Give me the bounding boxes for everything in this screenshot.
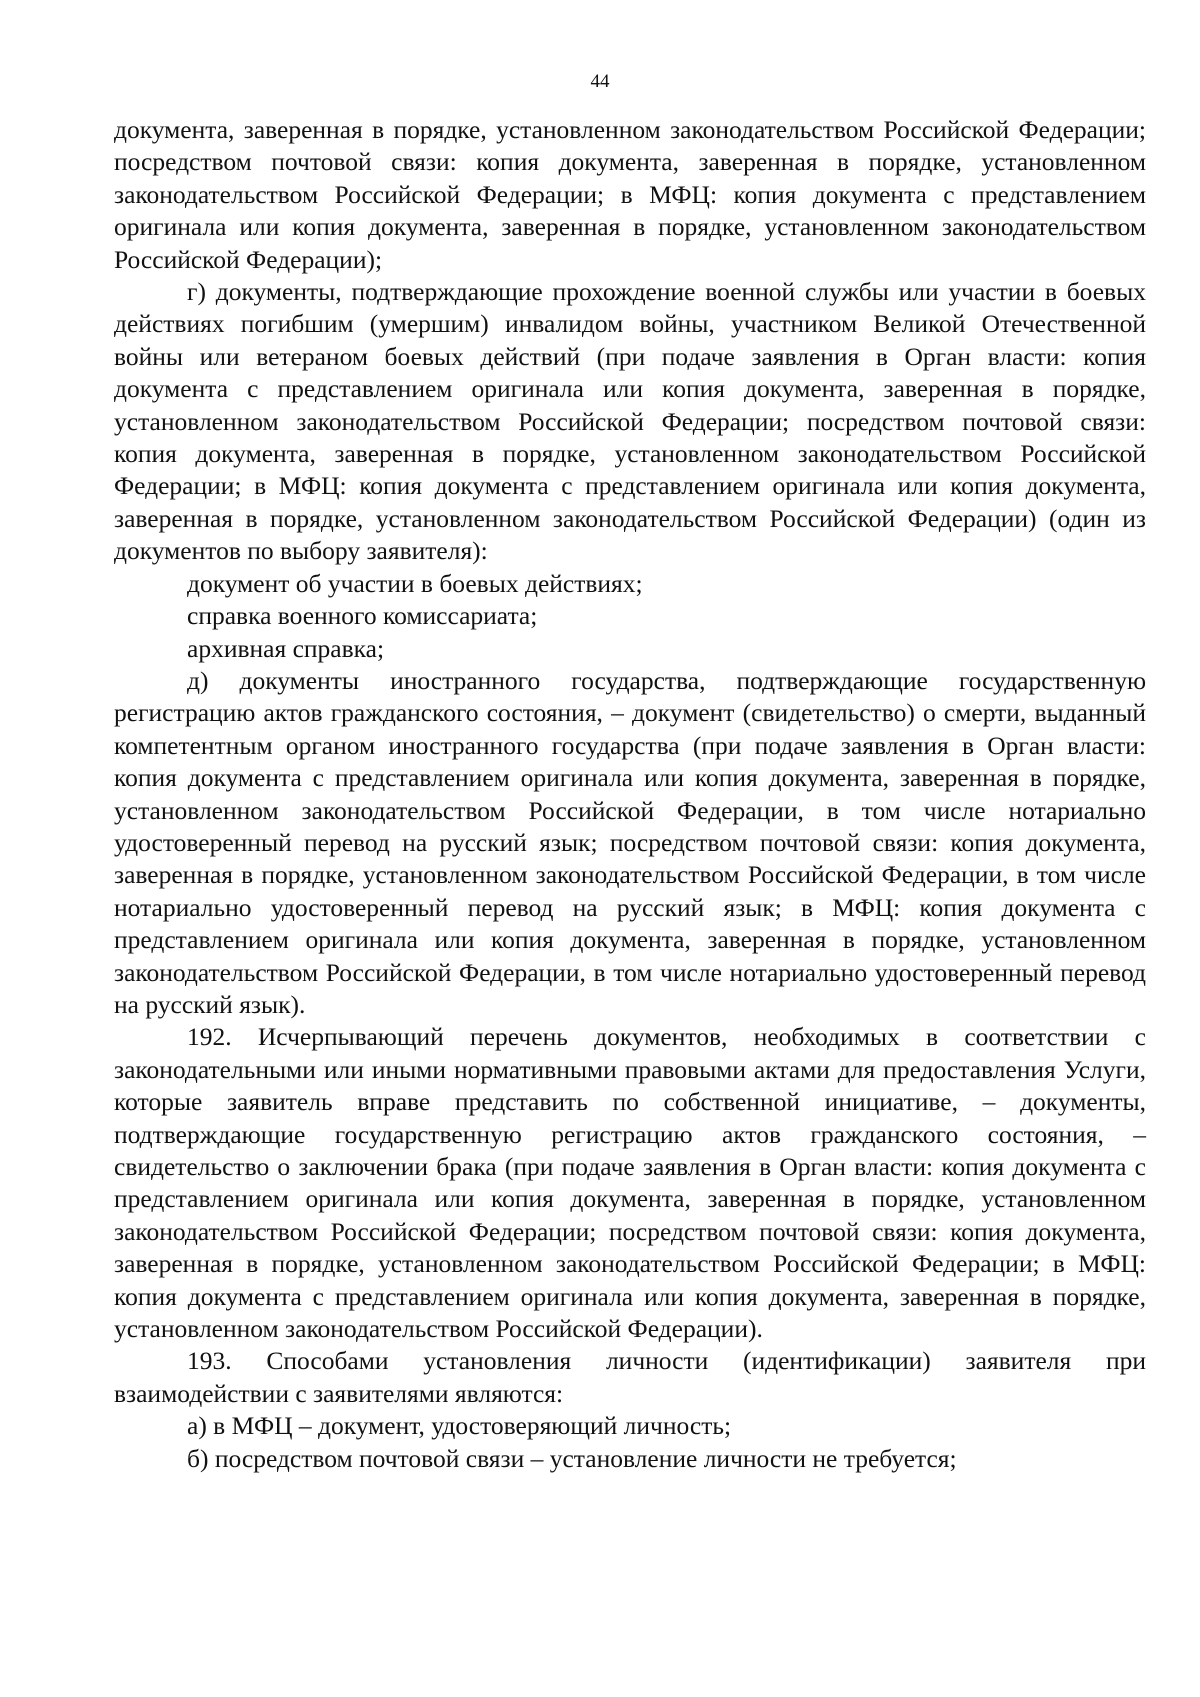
paragraph-continuation: документа, заверенная в порядке, установленном законодательством Российской Федерации; посредством почтовой связи: копия документа, заверенная в порядке, установленном законодательством Российской Федерации; в МФЦ: копия документа с представлением оригинала или копия документа, заверенная в порядке, установленном законодательством Российской Федерации); [114, 115, 1146, 274]
document-body [114, 114, 1146, 1475]
page-number: 44 [590, 71, 610, 92]
list-item-combat-document: документ об участии в боевых действиях; [187, 568, 643, 598]
paragraph-item-g: г) документы, подтверждающие прохождение военной службы или участии в боевых действиях погибшим (умершим) инвалидом войны, участником Великой Отечественной войны или ветераном боевых действий (при подаче заявления в Орган власти: копия документа с представлением оригинала или копия документа, заверенная в порядке, установленном законодательством Российской Федерации; посредством почтовой связи: копия документа, заверенная в порядке, установленном законодательством Российской Федерации; в МФЦ: копия документа с представлением оригинала или копия документа, заверенная в порядке, установленном законодательством Российской Федерации) (один из документов по выбору заявителя): [114, 277, 1146, 566]
list-item-archive-certificate: архивная справка; [187, 633, 385, 663]
list-item-a: а) в МФЦ – документ, удостоверяющий личность; [187, 1411, 732, 1441]
paragraph-192: 192. Исчерпывающий перечень документов, необходимых в соответствии с законодательными или иными нормативными правовыми актами для предоставления Услуги, которые заявитель вправе представить по собственной инициативе, – документы, подтверждающие государственную регистрацию актов гражданского состояния, – свидетельство о заключении брака (при подаче заявления в Орган власти: копия документа с представлением оригинала или копия документа, заверенная в порядке, установленном законодательством Российской Федерации; посредством почтовой связи: копия документа, заверенная в порядке, установленном законодательством Российской Федерации; в МФЦ: копия документа с представлением оригинала или копия документа, заверенная в порядке, установленном законодательством Российской Федерации). [114, 1022, 1146, 1344]
list-item-military-certificate: справка военного комиссариата; [187, 601, 538, 631]
list-item-b: б) посредством почтовой связи – установление личности не требуется; [187, 1443, 957, 1473]
paragraph-item-d: д) документы иностранного государства, подтверждающие государственную регистрацию актов гражданского состояния, – документ (свидетельство) о смерти, выданный компетентным органом иностранного государства (при подаче заявления в Орган власти: копия документа с представлением оригинала или копия документа, заверенная в порядке, установленном законодательством Российской Федерации, в том числе нотариально удостоверенный перевод на русский язык; посредством почтовой связи: копия документа, заверенная в порядке, установленном законодательством Российской Федерации, в том числе нотариально удостоверенный перевод на русский язык; в МФЦ: копия документа с представлением оригинала или копия документа, заверенная в порядке, установленном законодательством Российской Федерации, в том числе нотариально удостоверенный перевод на русский язык). [114, 665, 1146, 1019]
paragraph-193: 193. Способами установления личности (идентификации) заявителя при взаимодействии с заявителями являются: [114, 1346, 1146, 1408]
